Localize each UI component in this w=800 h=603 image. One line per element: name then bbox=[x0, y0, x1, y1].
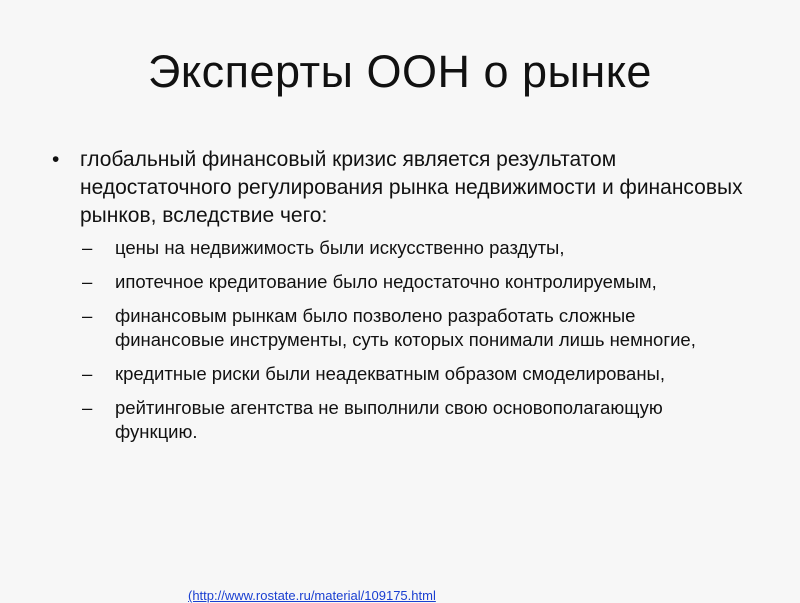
main-bullet bbox=[48, 146, 748, 230]
sub-item bbox=[48, 236, 748, 260]
bullet-marker: • bbox=[52, 148, 60, 171]
sub-item-text: рейтинговые агентства не выполнили свою основополагающую функцию. bbox=[115, 397, 663, 442]
bullet-list bbox=[48, 146, 748, 454]
sub-item bbox=[48, 304, 748, 352]
sub-item bbox=[48, 396, 748, 444]
dash-marker: – bbox=[82, 397, 93, 418]
main-bullet-text: глобальный финансовый кризис является результатом недостаточного регулирования рынка недвижимости и финансовых рынков, вследствие чего: bbox=[80, 148, 743, 227]
source-link[interactable]: (http://www.rostate.ru/material/109175.html bbox=[188, 588, 436, 603]
sub-item-text: ипотечное кредитование было недостаточно контролируемым, bbox=[115, 271, 657, 292]
sub-item-text: кредитные риски были неадекватным образом смоделированы, bbox=[115, 363, 665, 384]
dash-marker: – bbox=[82, 305, 93, 326]
sub-item bbox=[48, 362, 748, 386]
slide-title: Эксперты ООН о рынке bbox=[148, 46, 652, 97]
dash-marker: – bbox=[82, 237, 93, 258]
sub-item-text: цены на недвижимость были искусственно раздуты, bbox=[115, 237, 565, 258]
dash-marker: – bbox=[82, 363, 93, 384]
dash-marker: – bbox=[82, 271, 93, 292]
sub-list bbox=[48, 236, 748, 444]
sub-item bbox=[48, 270, 748, 294]
sub-item-text: финансовым рынкам было позволено разработать сложные финансовые инструменты, суть которых понимали лишь немногие, bbox=[115, 305, 696, 350]
